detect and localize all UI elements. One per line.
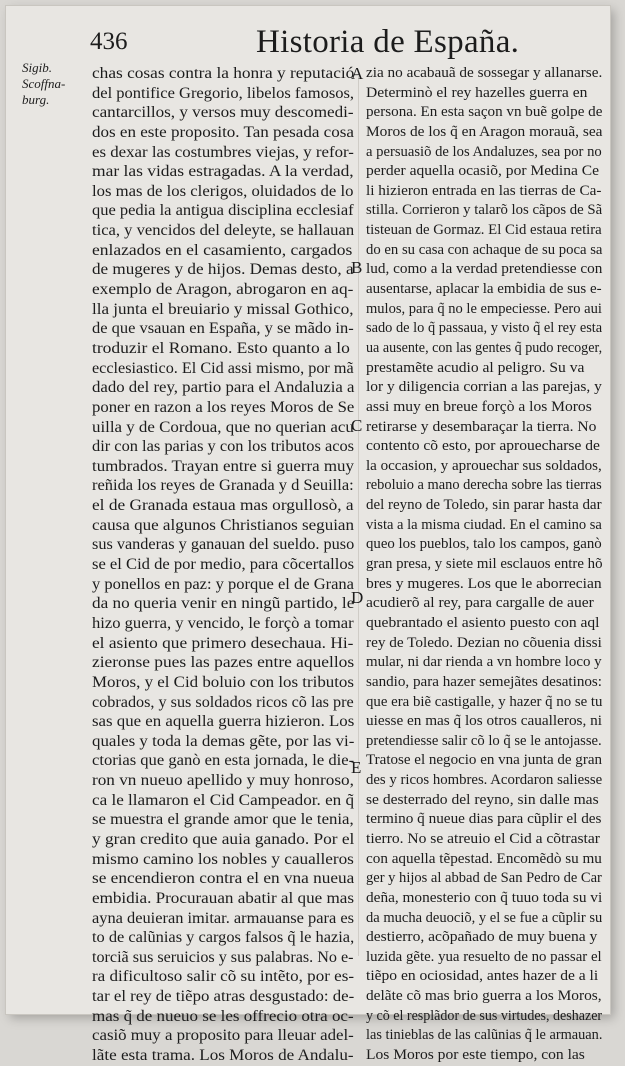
text-line: Moros de los q̃ en Aragon morauã, sea (366, 123, 603, 140)
text-line: zieronse pues las pazes entre aquellos (92, 653, 355, 672)
text-line: causa que algunos Christianos seguian (92, 515, 355, 534)
section-letter-d: D (351, 588, 364, 607)
section-letter-e: E (351, 758, 362, 777)
marginal-note-line: Scoffna- (22, 76, 66, 91)
text-line: a persuasiõ de los Andaluzes, sea por no (366, 143, 602, 160)
text-line: poner en razon a los reyes Moros de Se (92, 397, 355, 416)
text-line: troduzir el Romano. Esto quanto a lo (92, 338, 350, 357)
text-line: ron vn nueuo apellido y muy honroso, (92, 771, 354, 790)
text-line: se el Cid de por medio, para cõcertallos (92, 555, 355, 574)
text-line: prestamẽte acudio al peligro. Su va (366, 359, 585, 376)
marginal-note-line: Sigib. (22, 60, 52, 75)
text-line: y ponellos en paz: y porque el de Grana (92, 574, 355, 593)
text-line: ayna deuieran imitar. armauanse para es (92, 908, 354, 927)
text-line: ua ausente, con las gentes q̃ pudo recoger, (366, 339, 603, 356)
page-number: 436 (90, 28, 128, 55)
text-line: y cõ el resplãdor de sus virtudes, deshazer (366, 1007, 603, 1024)
text-line: de que vsauan en España, y se mãdo in- (92, 319, 354, 338)
text-line: do en su casa con achaque de su poca sa (366, 241, 603, 258)
text-line: assi muy en breue forçò a los Moros (366, 398, 592, 415)
text-line: lud, como a la verdad pretendiesse con (366, 261, 603, 278)
text-line: destierro, acõpañado de muy buena y (366, 929, 598, 946)
text-line: tar el rey de tiẽpo atras desgustado: de- (92, 987, 355, 1006)
text-line: persona. En esta saçon vn buẽ golpe de (366, 104, 603, 121)
text-line: embidia. Procurauan abatir al que mas (92, 888, 355, 907)
text-line: dado del rey, partio para el Andaluzia a (92, 378, 355, 397)
text-line: ra dificultoso salir cõ su intẽto, por es- (92, 967, 355, 986)
text-line: ecclesiastico. El Cid assi mismo, por mã (92, 358, 354, 377)
text-line: sandio, para hazer semejãtes desatinos: (366, 673, 602, 690)
text-line: chas cosas contra la honra y reputació (92, 64, 355, 82)
text-line: mas q̃ de nueuo se les offrecio otra oc- (92, 1006, 354, 1025)
text-line: es dexar las costumbres viejas, y refor- (92, 142, 354, 161)
text-line: lãte esta trama. Los Moros de Andalu- (92, 1046, 354, 1065)
text-line: tisteuan de Gormaz. El Cid estaua retira (366, 222, 602, 239)
text-line: tierro. No se atreuio el Cid a cõtrastar (366, 830, 600, 847)
text-line: Determinò el rey hazelles guerra en (366, 84, 588, 101)
text-line: sus vanderas y ganauan del sueldo. puso (92, 535, 355, 554)
text-line: de mugeres y de hijos. Demas desto, a (92, 260, 354, 279)
text-line: zia no acabauã de sossegar y allanarse. (366, 65, 603, 81)
section-letter-b: B (351, 258, 363, 277)
text-line: enlazados en el casamiento, cargados (92, 240, 353, 259)
text-line: vista a la misma ciudad. En el camino sa (366, 516, 602, 533)
text-line: reñida los reyes de Granada y d Seuilla: (92, 476, 354, 495)
text-line: contento cõ esto, por aprouecharse de (366, 438, 600, 455)
text-line: las tinieblas de las calũnias q̃ le armauan. (366, 1027, 603, 1044)
text-line: mulos, para q̃ no le empeciesse. Pero aui (366, 300, 602, 317)
text-line: tiẽpo en ociosidad, antes hazer de a li (366, 968, 599, 985)
text-line: la occasion, y aprouechar sus soldados, (366, 457, 602, 474)
text-line: queo los pueblos, talo los campos, ganò (366, 536, 602, 553)
text-line: mular, ni dar rienda a vn hombre loco y (366, 654, 602, 671)
text-line: se encendieron contra el en vna nueua (92, 869, 355, 888)
text-line: ausentarse, aplacar la embidia de sus e- (366, 281, 602, 298)
text-line: deña, monesterio con q̃ tuuo toda su vi (366, 889, 603, 906)
running-title: Historia de España. (256, 24, 520, 60)
text-line: del reyno de Toledo, sin parar hasta dar (366, 497, 602, 514)
text-line: que pedia la antigua disciplina ecclesiaf (92, 201, 354, 220)
text-line: dir con las parias y con los tributos acos (92, 437, 355, 456)
text-line: mar las vidas estragadas. A la verdad, (92, 162, 354, 181)
text-line: mismo camino los nobles y caualleros (92, 849, 354, 868)
text-line: reboluio a mano derecha sobre las tierras (366, 477, 602, 494)
text-line: delãte cõ mas brio guerra a los Moros, (366, 988, 602, 1005)
text-line: termino q̃ nueue dias para cũplir el des (366, 811, 602, 828)
text-line: quebrantado el asiento puesto con aql (366, 614, 600, 631)
text-line: del pontifice Gregorio, libelos famosos, (92, 83, 355, 102)
text-line: luzida gẽte. yua resuelto de no passar el (366, 948, 602, 965)
section-letter-c: C (351, 416, 363, 435)
book-page (6, 6, 610, 1065)
marginal-note (22, 60, 84, 108)
text-line: tica, y vencidos del deleyte, se hallauan (92, 221, 355, 240)
text-line: el de Granada estaua mas orgullosò, a (92, 496, 354, 515)
right-text-column (366, 64, 602, 1066)
text-line: ger y hijos al abbad de San Pedro de Car (366, 870, 602, 887)
text-line: uilla y de Cordoua, que no querian acu (92, 417, 354, 436)
text-line: retirarse y desembaraçar la tierra. No (366, 418, 597, 435)
text-line: pretendiesse salir cõ lo q̃ se le antojasse. (366, 732, 602, 749)
section-letter-a: A (351, 64, 364, 83)
text-line: stilla. Corrieron y talarõ los cãpos de Sã (366, 202, 603, 219)
text-line: y gran credito que auia ganado. Por el (92, 829, 355, 848)
text-line: perder aquella ocasiõ, por Medina Ce (366, 163, 600, 180)
text-line: tumbrados. Trayan entre si guerra muy (92, 456, 354, 475)
text-line: Tratose el negocio en vna junta de gran (366, 752, 603, 769)
text-line: que era biẽ castigalle, y hazer q̃ no se tu (366, 693, 603, 710)
marginal-note-line: burg. (22, 92, 50, 107)
text-line: sado de lo q̃ passaua, y visto q̃ el rey esta (366, 320, 603, 337)
text-line: bres y mugeres. Los que le aborrecian (366, 575, 602, 592)
text-line: dos en este proposito. Tan pesada cosa (92, 122, 354, 141)
text-line: se desterrado del reyno, sin dalle mas (366, 791, 599, 808)
text-line: ctorias que ganò en esta jornada, le die- (92, 751, 355, 770)
left-text-column (92, 64, 354, 1066)
text-line: con aquella tẽpestad. Encomẽdò su mu (366, 850, 602, 867)
text-line: to de calũnias y cargos falsos q̃ le hazia, (92, 928, 355, 947)
text-line: se muestra el grande amor que le tenia, (92, 810, 354, 829)
text-line: hizo guerra, y vencido, le forçò a tomar (92, 613, 354, 632)
text-line: torciã sus seruicios y sus palabras. No e- (92, 947, 354, 966)
text-line: el asiento que primero desechaua. Hi- (92, 633, 354, 652)
text-line: cobrados, y sus soldados ricos cõ las pre (92, 692, 354, 711)
text-line: acudierõ al rey, para cargalle de auer (366, 595, 594, 612)
text-line: lor y diligencia corrian a las parejas, y (366, 379, 602, 396)
text-line: casiõ muy a proposito para lleuar adel- (92, 1026, 354, 1045)
text-line: lla junta el breuiario y missal Gothico, (92, 299, 354, 318)
text-line: ca le llamaron el Cid Campeador. en q̃ (92, 790, 355, 809)
text-line: Los Moros por este tiempo, con las (366, 1047, 585, 1064)
text-line: cantarcillos, y versos muy descomedi- (92, 103, 354, 122)
text-line: uiesse en mas q̃ los otros caualleros, ni (366, 713, 602, 730)
text-line: los mas de los clerigos, oluidados de lo (92, 181, 354, 200)
text-line: li hizieron entrada en las tierras de Ca- (366, 182, 602, 199)
text-line: sas que en aquella guerra hizieron. Los (92, 712, 355, 731)
text-line: rey de Toledo. Dezian no cõuenia dissi (366, 634, 602, 651)
text-line: des y ricos hombres. Acordaron saliesse (366, 772, 603, 789)
ink-bleed-through: ​ (44, 676, 49, 705)
text-line: quales y toda la demas gẽte, por las vi- (92, 731, 355, 750)
text-line: da no queria venir en ningũ partido, le (92, 594, 355, 613)
text-line: exemplo de Aragon, abrogaron en aq- (92, 280, 354, 299)
page-header (6, 24, 610, 64)
text-line: da mucha deuociõ, y el se fue a cũplir su (366, 909, 603, 926)
text-line: gran presa, y siete mil esclauos entre hõ (366, 556, 603, 573)
text-line: Moros, y el Cid boluio con los tributos (92, 672, 354, 691)
